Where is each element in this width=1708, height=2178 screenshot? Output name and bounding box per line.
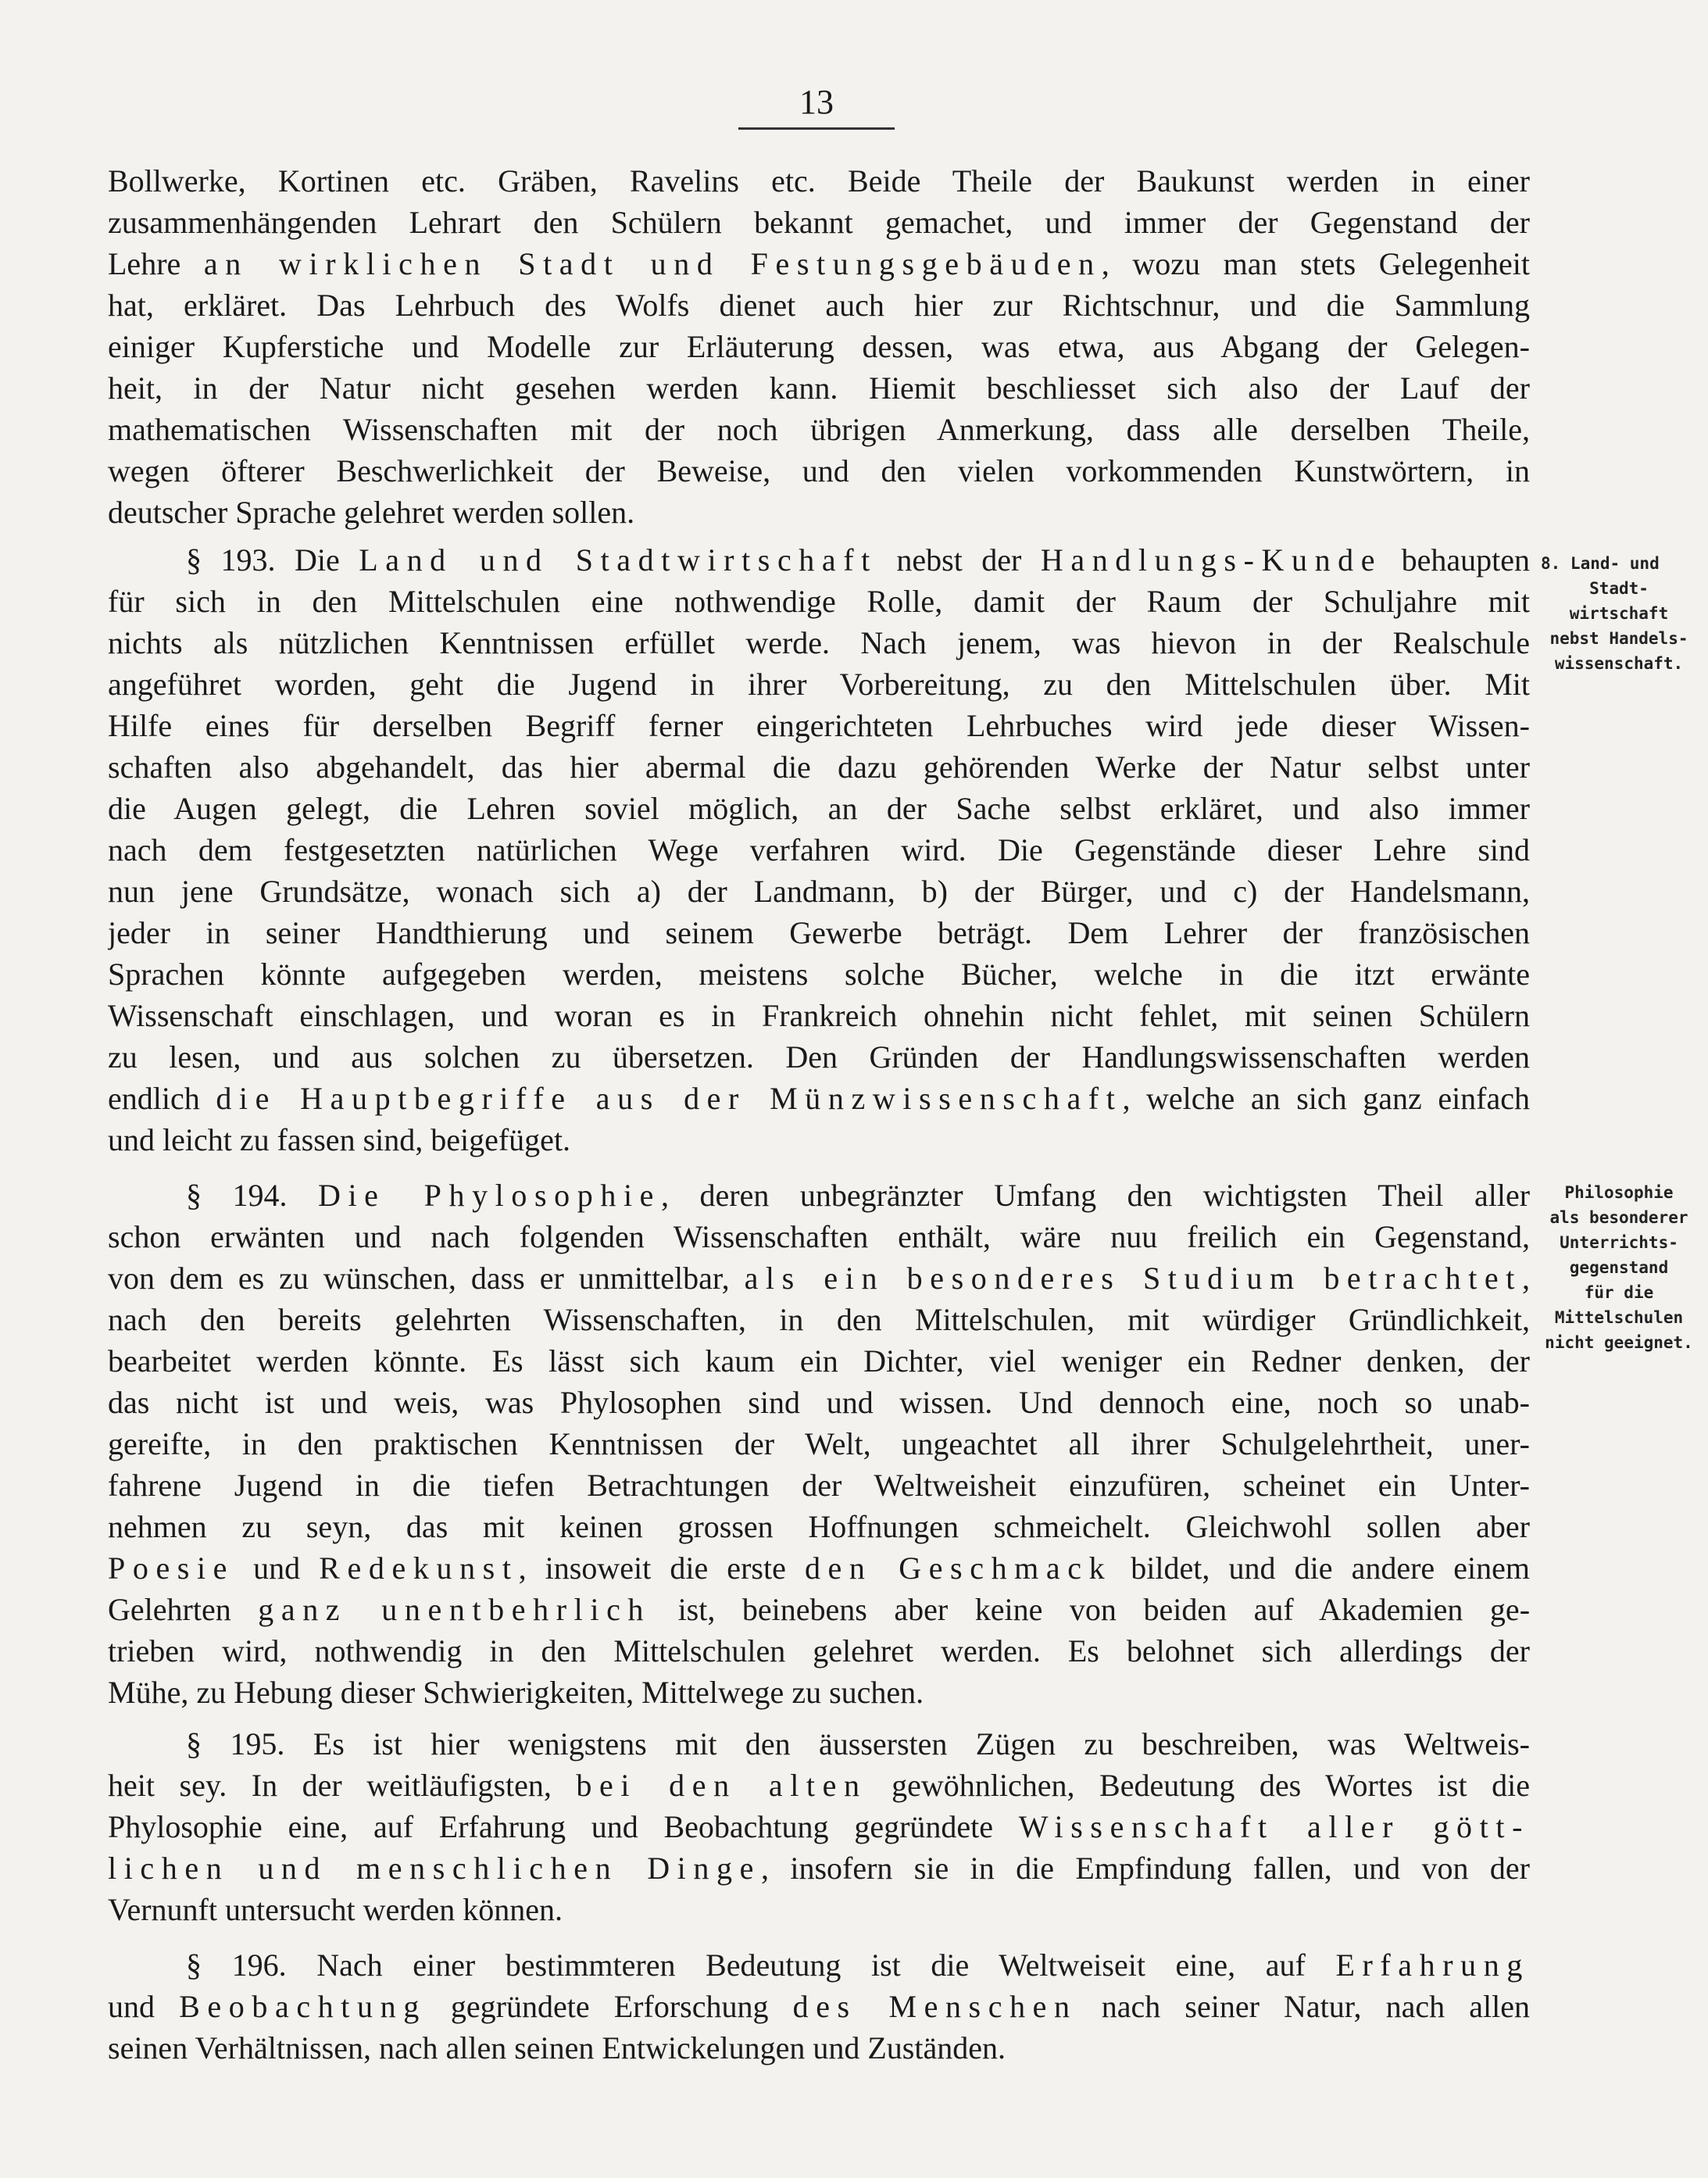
margin-note-section-193 <box>1541 551 1697 676</box>
section-194-heading-line: § 194. Die Phylosophie, deren unbegränzter Umfang den wichtigsten Theil aller <box>186 1178 1530 1213</box>
margin-note-line: Philosophie <box>1564 1183 1674 1202</box>
margin-note-line: wirtschaft <box>1569 604 1669 623</box>
text-line: mathematischen Wissenschaften mit der noch übrigen Anmerkung, dass alle derselben Theile, <box>108 412 1530 447</box>
text-line: von dem es zu wünschen, dass er unmittelbar, als ein besonderes Studium betrachtet, <box>108 1261 1530 1296</box>
text-line: gereifte, in den praktischen Kenntnissen der Welt, ungeachtet all ihrer Schulgelehrtheit, uner- <box>108 1426 1530 1461</box>
spaced-emphasis: an wirklichen Stadt und Festungsgebäuden <box>203 246 1102 281</box>
spaced-emphasis: Redekunst <box>319 1550 519 1586</box>
text-line: angeführet worden, geht die Jugend in ihrer Vorbereitung, zu den Mittelschulen über. Mit <box>108 667 1530 702</box>
margin-note-line: 8. Land- und <box>1541 554 1660 573</box>
margin-note-line: nicht geeignet. <box>1545 1333 1693 1352</box>
spaced-emphasis: Die Phylosophie <box>317 1178 662 1213</box>
spaced-emphasis: als ein besonderes Studium betrachtet <box>744 1261 1522 1296</box>
spaced-emphasis: Land und Stadtwirtschaft <box>359 542 877 578</box>
spaced-emphasis: Beobachtung <box>179 1989 427 2024</box>
spaced-emphasis: bei den alten <box>576 1768 867 1803</box>
text-line: heit sey. In der weitläufigsten, bei den alten gewöhnlichen, Bedeutung des Wortes ist die <box>108 1768 1530 1803</box>
text-line: lichen und menschlichen Dinge, insofern sie in die Empfindung fallen, und von der <box>108 1851 1530 1886</box>
text-line: fahrene Jugend in die tiefen Betrachtungen der Weltweisheit einzufüren, scheinet ein Unter- <box>108 1468 1530 1503</box>
margin-note-line: Stadt- <box>1589 579 1649 598</box>
text-line: das nicht ist und weis, was Phylosophen sind und wissen. Und dennoch eine, noch so unab- <box>108 1385 1530 1420</box>
text-line: nach den bereits gelehrten Wissenschaften, in den Mittelschulen, mit würdiger Gründlichkeit, <box>108 1302 1530 1337</box>
text-line: nehmen zu seyn, das mit keinen grossen Hoffnungen schmeichelt. Gleichwohl sollen aber <box>108 1509 1530 1544</box>
text-line: zusammenhängenden Lehrart den Schülern bekannt gemachet, und immer der Gegenstand der <box>108 205 1530 240</box>
text-line: endlich die Hauptbegriffe aus der Münzwissenschaft, welche an sich ganz einfach <box>108 1081 1530 1116</box>
spaced-emphasis: des Menschen <box>792 1989 1077 2024</box>
text-line: nach dem festgesetzten natürlichen Wege verfahren wird. Die Gegenstände dieser Lehre sind <box>108 832 1530 867</box>
margin-note-line: Mittelschulen <box>1554 1308 1684 1327</box>
text-line: zu lesen, und aus solchen zu übersetzen. Den Gründen der Handlungswissenschaften werden <box>108 1039 1530 1075</box>
text-line: Wissenschaft einschlagen, und woran es in Frankreich ohnehin nicht fehlet, mit seinen Schülern <box>108 998 1530 1033</box>
margin-note-line: wissenschaft. <box>1554 654 1684 673</box>
margin-note-line: als besonderer <box>1549 1208 1688 1227</box>
text-line: deutscher Sprache gelehret werden sollen. <box>108 495 635 530</box>
text-line: Bollwerke, Kortinen etc. Gräben, Ravelins etc. Beide Theile der Baukunst werden in einer <box>108 163 1530 198</box>
text-line: schaften also abgehandelt, das hier abermal die dazu gehörenden Werke der Natur selbst unter <box>108 749 1530 785</box>
text-line: nichts als nützlichen Kenntnissen erfüllet werde. Nach jenem, was hievon in der Realschule <box>108 625 1530 660</box>
text-line: jeder in seiner Handthierung und seinem Gewerbe beträgt. Dem Lehrer der französischen <box>108 915 1530 950</box>
text-line: und leicht zu fassen sind, beigefüget. <box>108 1122 571 1157</box>
spaced-emphasis: Erfahrung <box>1335 1947 1530 1983</box>
text-line: für sich in den Mittelschulen eine nothwendige Rolle, damit der Raum der Schuljahre mit <box>108 584 1530 619</box>
spaced-emphasis: den Geschmack <box>804 1550 1113 1586</box>
margin-note-section-194 <box>1541 1180 1697 1355</box>
section-193-heading-line: § 193. Die Land und Stadtwirtschaft nebst der Handlungs-Kunde behaupten <box>186 542 1530 578</box>
text-line: Poesie und Redekunst, insoweit die erste den Geschmack bildet, und die andere einem <box>108 1550 1530 1586</box>
text-line: hat, erkläret. Das Lehrbuch des Wolfs dienet auch hier zur Richtschnur, und die Sammlung <box>108 288 1530 323</box>
text-line: Gelehrten ganz unentbehrlich ist, beinebens aber keine von beiden auf Akademien ge- <box>108 1592 1530 1627</box>
text-line: trieben wird, nothwendig in den Mittelschulen gelehret werden. Es belohnet sich allerdings der <box>108 1633 1530 1668</box>
page-number: 13 <box>799 83 834 121</box>
section-195-heading-line: § 195. Es ist hier wenigstens mit den äussersten Zügen zu beschreiben, was Weltweis- <box>186 1726 1530 1761</box>
text-line: die Augen gelegt, die Lehren soviel möglich, an der Sache selbst erkläret, und also immer <box>108 791 1530 826</box>
text-line: schon erwänten und nach folgenden Wissenschaften enthält, wäre nuu freilich ein Gegenstand, <box>108 1219 1530 1254</box>
text-line: heit, in der Natur nicht gesehen werden kann. Hiemit beschliesset sich also der Lauf der <box>108 370 1530 406</box>
spaced-emphasis: Handlungs-Kunde <box>1040 542 1383 578</box>
text-line: Hilfe eines für derselben Begriff ferner eingerichteten Lehrbuches wird jede dieser Wissen- <box>108 708 1530 743</box>
section-196-heading-line: § 196. Nach einer bestimmteren Bedeutung ist die Weltweiseit eine, auf Erfahrung <box>186 1947 1530 1983</box>
spaced-emphasis: die Hauptbegriffe aus der Münzwissenschaft <box>216 1081 1123 1116</box>
text-line: Lehre an wirklichen Stadt und Festungsgebäuden, wozu man stets Gelegenheit <box>108 246 1530 281</box>
text-line: wegen öfterer Beschwerlichkeit der Beweise, und den vielen vorkommenden Kunstwörtern, in <box>108 453 1530 488</box>
text-line: Mühe, zu Hebung dieser Schwierigkeiten, Mittelwege zu suchen. <box>108 1675 924 1710</box>
margin-note-line: nebst Handels- <box>1549 629 1688 648</box>
text-line: nun jene Grundsätze, wonach sich a) der Landmann, b) der Bürger, und c) der Handelsmann, <box>108 874 1530 909</box>
margin-note-line: Unterrichts- <box>1560 1233 1678 1252</box>
text-line: und Beobachtung gegründete Erforschung des Menschen nach seiner Natur, nach allen <box>108 1989 1530 2024</box>
spaced-emphasis: lichen und menschlichen Dinge <box>108 1851 761 1886</box>
text-line: Sprachen könnte aufgegeben werden, meistens solche Bücher, welche in die itzt erwänte <box>108 957 1530 992</box>
spaced-emphasis: Poesie <box>108 1550 235 1586</box>
text-line: bearbeitet werden könnte. Es lässt sich kaum ein Dichter, viel weniger ein Redner denken, der <box>108 1343 1530 1379</box>
margin-note-line: gegenstand <box>1569 1258 1669 1277</box>
spaced-emphasis: ganz unentbehrlich <box>258 1592 652 1627</box>
spaced-emphasis: Wissenschaft aller gött- <box>1018 1809 1530 1844</box>
text-line: seinen Verhältnissen, nach allen seinen Entwickelungen und Zuständen. <box>108 2030 1006 2065</box>
text-line: einiger Kupferstiche und Modelle zur Erläuterung dessen, was etwa, aus Abgang der Gelegen- <box>108 329 1530 364</box>
text-line: Phylosophie eine, auf Erfahrung und Beobachtung gegründete Wissenschaft aller gött- <box>108 1809 1530 1844</box>
margin-note-line: für die <box>1584 1283 1654 1302</box>
page-number-rule <box>738 127 895 130</box>
text-line: Vernunft untersucht werden können. <box>108 1892 563 1927</box>
